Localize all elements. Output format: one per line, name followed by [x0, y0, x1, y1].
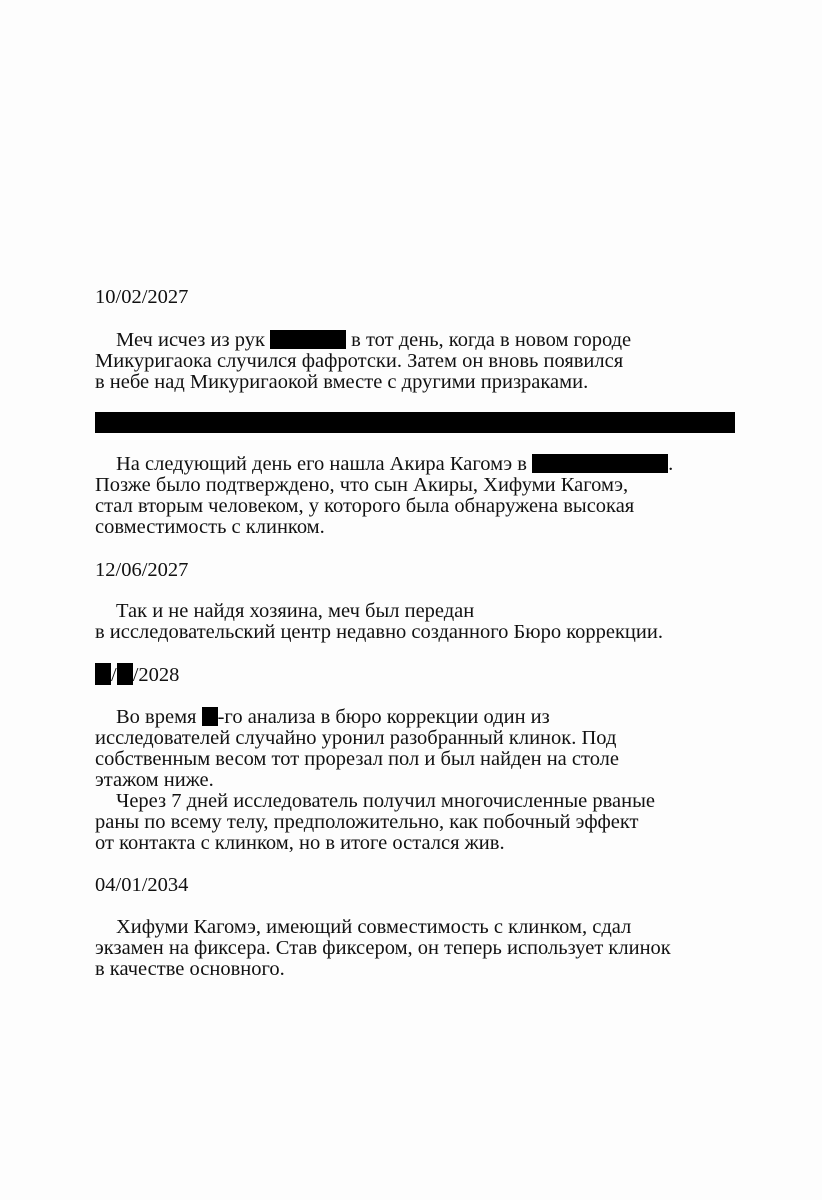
text-line: Позже было подтверждено, что сын Акиры, Хифуми Кагомэ,: [95, 474, 629, 496]
text-line: Через 7 дней исследователь получил многочисленные рваные: [116, 790, 655, 812]
text-line: Хифуми Кагомэ, имеющий совместимость с клинком, сдал: [116, 916, 632, 938]
text-line: [95, 454, 795, 475]
entry-paragraph: [95, 330, 795, 393]
text-segment: Во время: [116, 706, 197, 728]
text-line: в небе над Микуригаокой вместе с другими призраками.: [95, 371, 589, 393]
text-line: совместимость с клинком.: [95, 516, 325, 538]
text-segment: /: [111, 664, 117, 686]
text-line: от контакта с клинком, но в итоге остался жив.: [95, 832, 505, 854]
entry-date: [95, 663, 179, 686]
entry-paragraph: [95, 917, 795, 980]
text-line: экзамен на фиксера. Став фиксером, он теперь использует клинок: [95, 937, 671, 959]
redaction-block: [95, 663, 111, 685]
text-line: раны по всему телу, предположительно, как побочный эффект: [95, 811, 639, 833]
redaction-block: [532, 454, 668, 473]
entry-date: 12/06/2027: [95, 559, 189, 581]
entry-paragraph: [95, 601, 795, 643]
text-segment: На следующий день его нашла Акира Кагомэ в: [116, 453, 527, 475]
text-line: в качестве основного.: [95, 958, 285, 980]
text-line: стал вторым человеком, у которого была обнаружена высокая: [95, 495, 635, 517]
text-segment: -го анализа в бюро коррекции один из: [217, 706, 550, 728]
text-line: Так и не найдя хозяина, меч был передан: [116, 600, 475, 622]
text-segment: /2028: [132, 664, 180, 686]
entry-date: 10/02/2027: [95, 286, 189, 308]
text-line: этажом ниже.: [95, 769, 214, 791]
entry-paragraph: [95, 707, 795, 854]
entry-date: 04/01/2034: [95, 874, 189, 896]
text-line: исследователей случайно уронил разобранный клинок. Под: [95, 727, 617, 749]
redaction-bar: [95, 412, 735, 433]
entry-paragraph: [95, 454, 795, 538]
redaction-block: [202, 707, 218, 726]
text-line: [95, 707, 795, 728]
text-segment: Меч исчез из рук: [116, 329, 265, 351]
text-line: Микуригаока случился фафротски. Затем он вновь появился: [95, 350, 624, 372]
text-segment: в тот день, когда в новом городе: [351, 329, 632, 351]
text-line: в исследовательский центр недавно созданного Бюро коррекции.: [95, 621, 663, 643]
redaction-block: [270, 330, 346, 349]
text-line: собственным весом тот прорезал пол и был найден на столе: [95, 748, 620, 770]
text-line: [95, 330, 795, 351]
redaction-block: [117, 663, 133, 685]
text-segment: .: [668, 453, 674, 475]
